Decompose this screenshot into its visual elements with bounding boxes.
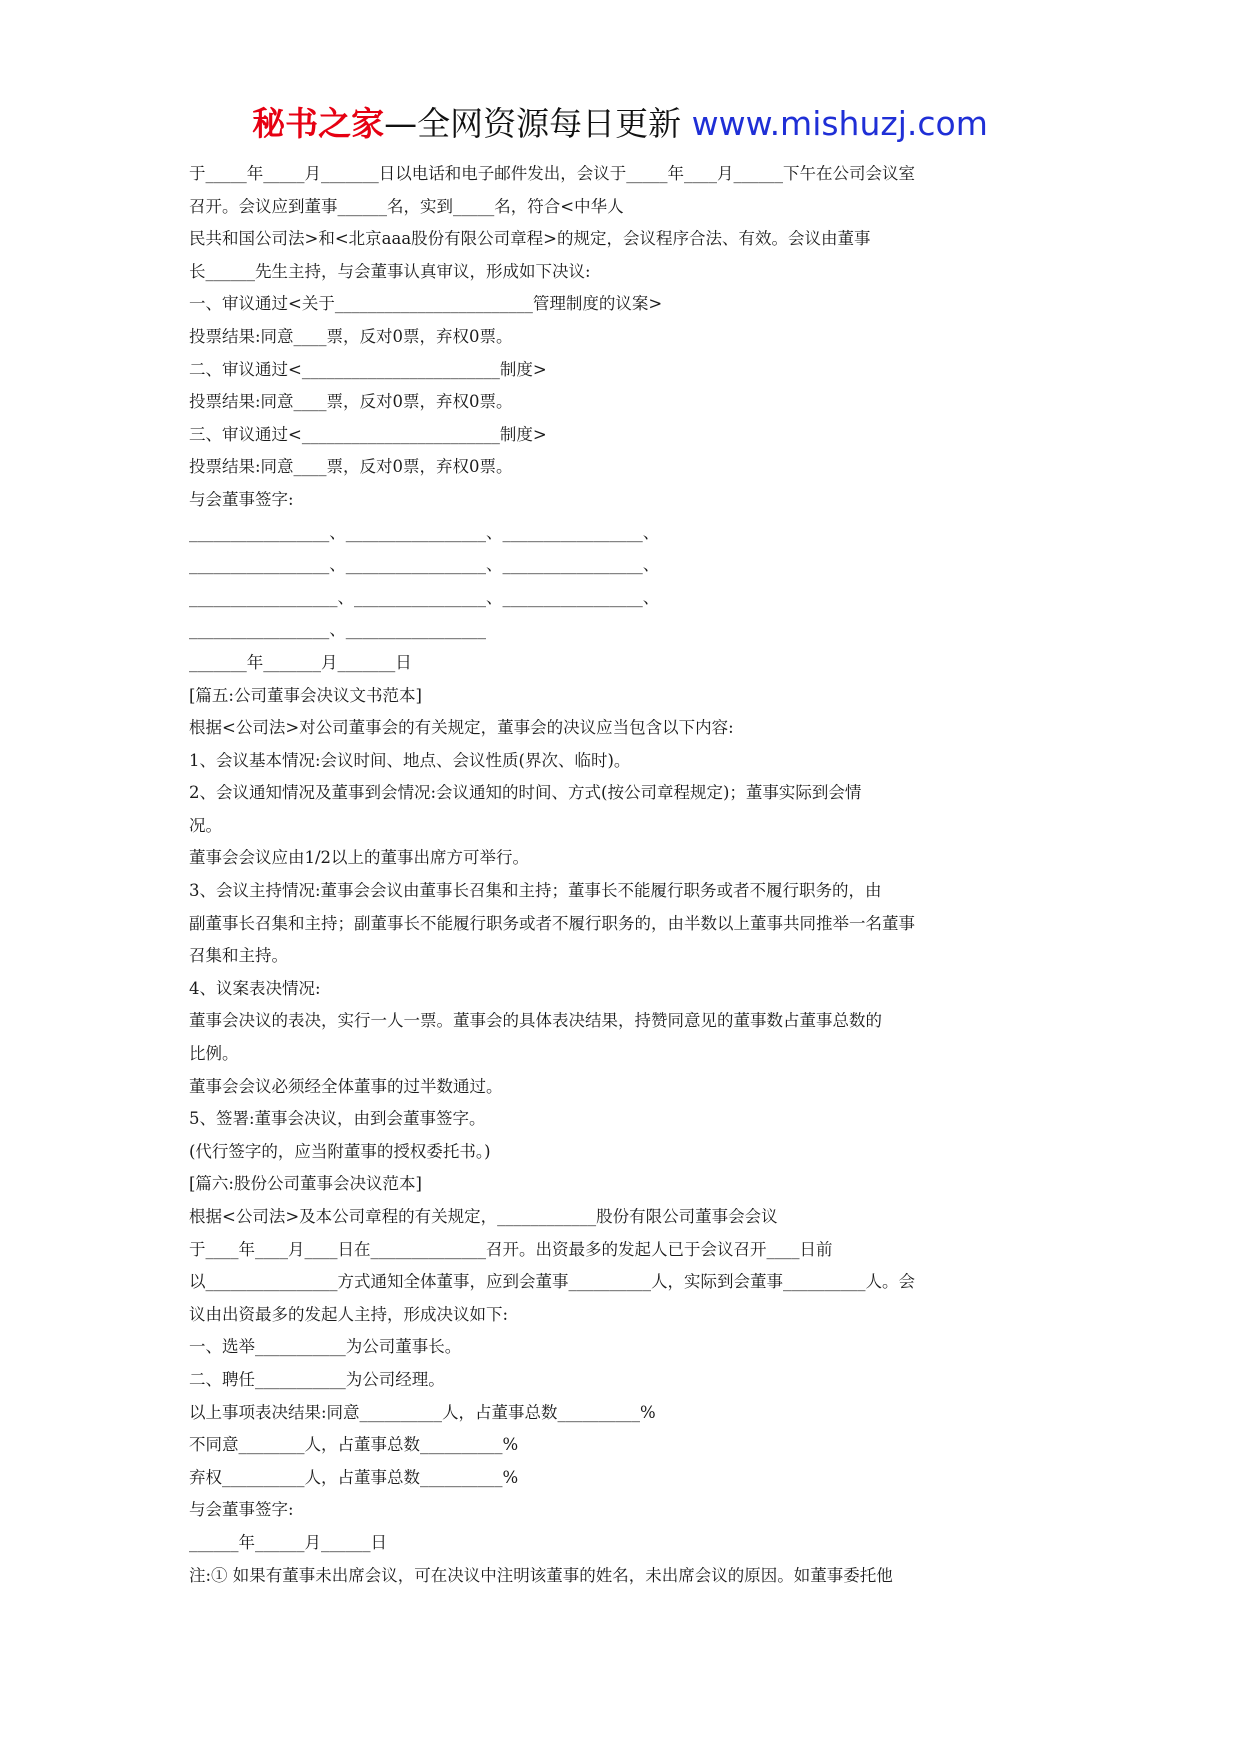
- text-line: 董事会会议应由1/2以上的董事出席方可举行。: [189, 848, 530, 868]
- text-line: [篇六:股份公司董事会决议范本]: [189, 1174, 422, 1194]
- text-line: ______年______月______日: [189, 1532, 387, 1552]
- text-line: 1、会议基本情况:会议时间、地点、会议性质(界次、临时)。: [189, 750, 631, 770]
- text-line: 于____年____月____日在______________召开。出资最多的发起人已于会议召开____日前: [189, 1239, 833, 1259]
- text-line: 4、议案表决情况:: [189, 978, 321, 998]
- text-line: _________________、_________________: [189, 620, 486, 640]
- text-line: 根据<公司法>对公司董事会的有关规定，董事会的决议应当包含以下内容:: [189, 718, 734, 738]
- text-line: (代行签字的，应当附董事的授权委托书。): [189, 1141, 491, 1161]
- text-line: 副董事长召集和主持；副董事长不能履行职务或者不履行职务的，由半数以上董事共同推举一名董事: [189, 913, 915, 933]
- text-line: 况。: [189, 815, 222, 835]
- text-line: 5、签署:董事会决议，由到会董事签字。: [189, 1109, 486, 1129]
- text-line: 投票结果:同意____票，反对0票，弃权0票。: [189, 457, 513, 477]
- text-line: 比例。: [189, 1044, 239, 1064]
- text-line: 以上事项表决结果:同意__________人，占董事总数__________%: [189, 1402, 656, 1422]
- text-line: 投票结果:同意____票，反对0票，弃权0票。: [189, 326, 513, 346]
- banner-slogan: —全网资源每日更新: [384, 104, 692, 143]
- text-line: 不同意________人，占董事总数__________%: [189, 1435, 519, 1455]
- text-line: [篇五:公司董事会决议文书范本]: [189, 685, 422, 705]
- text-line: 董事会决议的表决，实行一人一票。董事会的具体表决结果，持赞同意见的董事数占董事总数的: [189, 1011, 882, 1031]
- text-line: 二、聘任___________为公司经理。: [189, 1369, 445, 1389]
- text-line: 2、会议通知情况及董事到会情况:会议通知的时间、方式(按公司章程规定)；董事实际到会情: [189, 783, 862, 803]
- text-line: 于_____年_____月_______日以电话和电子邮件发出，会议于_____年____月______下午在公司会议室: [189, 164, 915, 183]
- text-line: 二、审议通过<________________________制度>: [189, 359, 547, 379]
- site-url-link[interactable]: www.mishuzj.com: [691, 104, 988, 143]
- text-line: _______年_______月_______日: [189, 652, 412, 672]
- text-line: 董事会会议必须经全体董事的过半数通过。: [189, 1076, 503, 1096]
- text-line: 三、审议通过<________________________制度>: [189, 424, 547, 444]
- text-line: 长______先生主持，与会董事认真审议，形成如下决议:: [189, 261, 591, 281]
- text-line: 一、审议通过<关于________________________管理制度的议案>: [189, 294, 663, 314]
- document-body: [189, 158, 1059, 1592]
- text-line: __________________、________________、_________________、: [189, 587, 660, 607]
- text-line: 3、会议主持情况:董事会会议由董事长召集和主持；董事长不能履行职务或者不履行职务的，由: [189, 881, 882, 901]
- text-line: 召集和主持。: [189, 946, 288, 966]
- text-line: 与会董事签字:: [189, 489, 294, 509]
- brand-name: 秘书之家: [252, 104, 385, 143]
- text-line: _________________、_________________、_________________、: [189, 555, 660, 575]
- text-line: 根据<公司法>及本公司章程的有关规定，____________股份有限公司董事会会议: [189, 1207, 778, 1226]
- site-banner: [0, 100, 1240, 148]
- text-line: 民共和国公司法>和<北京aaa股份有限公司章程>的规定，会议程序合法、有效。会议由董事: [189, 229, 871, 249]
- text-line: _________________、_________________、_________________、: [189, 522, 660, 542]
- text-line: 弃权__________人，占董事总数__________%: [189, 1467, 519, 1487]
- text-line: 一、选举___________为公司董事长。: [189, 1337, 462, 1357]
- text-line: 召开。会议应到董事______名，实到_____名，符合<中华人: [189, 196, 624, 216]
- text-line: 投票结果:同意____票，反对0票，弃权0票。: [189, 392, 513, 412]
- text-line: 与会董事签字:: [189, 1500, 294, 1520]
- text-line: 议由出资最多的发起人主持，形成决议如下:: [189, 1304, 509, 1324]
- text-line: 以________________方式通知全体董事，应到会董事__________人，实际到会董事__________人。会: [189, 1272, 915, 1292]
- text-line: 注:① 如果有董事未出席会议，可在决议中注明该董事的姓名，未出席会议的原因。如董事委托他: [189, 1565, 893, 1585]
